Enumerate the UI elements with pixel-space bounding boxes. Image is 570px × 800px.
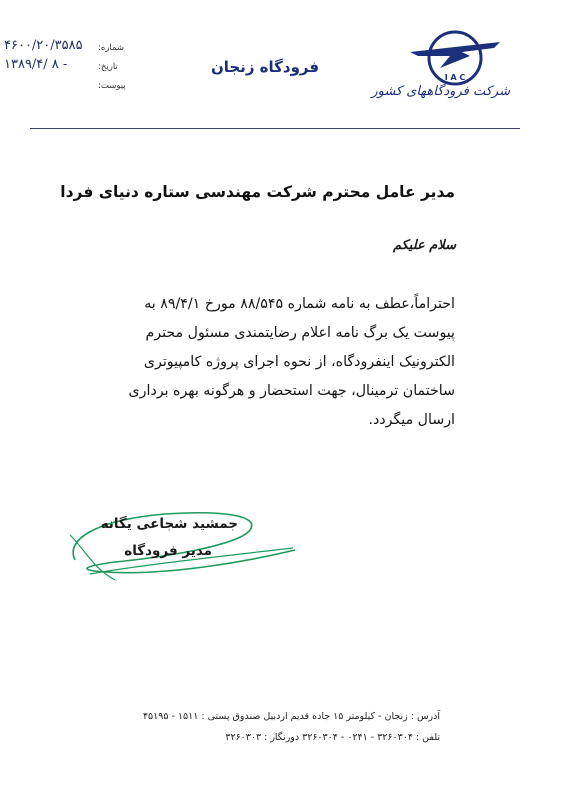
reference-block — [4, 38, 139, 95]
signer-title: مدیر فرودگاه — [124, 543, 212, 559]
reference-attachment-label: پیوست: — [98, 81, 126, 91]
footer-phone: تلفن : ۳۲۶۰۳۰۴ - ۰۲۴۱ - ۳۲۶۰۳۰۴ دورنگار : ۳۲۶۰۳۰۳ — [225, 732, 440, 743]
airport-title: فرودگاه زنجان — [210, 58, 320, 76]
reference-number-row — [4, 38, 139, 57]
company-name: شرکت فرودگاههای کشور — [371, 84, 510, 99]
reference-attachment-row — [4, 76, 139, 95]
reference-date-label: تاریخ: — [98, 62, 118, 72]
reference-number-label: شماره: — [98, 43, 125, 53]
reference-date-row — [4, 57, 139, 76]
letter-body-line: الکترونیک اینفرودگاه، از نحوه اجرای پروژه کامپیوتری — [143, 354, 455, 370]
letter-body-line: احتراماً،عطف به نامه شماره ۸۸/۵۴۵ مورخ ۸۹/۴/۱ به — [144, 296, 455, 312]
company-logo — [371, 28, 510, 118]
signer-name: جمشید شجاعی یگانه — [100, 516, 238, 532]
letter-body-line: ساختمان ترمینال، جهت استحضار و هرگونه بهره برداری — [128, 383, 455, 399]
footer-address: آدرس : زنجان - کیلومتر ۱۵ جاده قدیم اردبیل صندوق پستی : ۱۵۱۱ - ۴۵۱۹۵ — [142, 711, 440, 722]
header-divider — [30, 128, 520, 129]
letter-body-line: ارسال میگردد. — [368, 412, 455, 428]
svg-text:I A C: I A C — [444, 73, 466, 82]
letter-greeting: سلام علیکم — [392, 238, 456, 253]
reference-date-value: ۱۳۸۹/۴/ ۸ - — [4, 57, 68, 72]
letter-footer — [70, 706, 440, 748]
reference-number-value: ۴۶۰۰/۲۰/۳۵۸۵ — [4, 38, 83, 53]
letter-body-line: پیوست یک برگ نامه اعلام رضایتمندی مسئول محترم — [145, 325, 455, 341]
letter-recipient: مدیر عامل محترم شرکت مهندسی ستاره دنیای فردا — [60, 183, 455, 201]
company-logo-icon — [400, 28, 510, 88]
letter-body — [100, 290, 455, 435]
